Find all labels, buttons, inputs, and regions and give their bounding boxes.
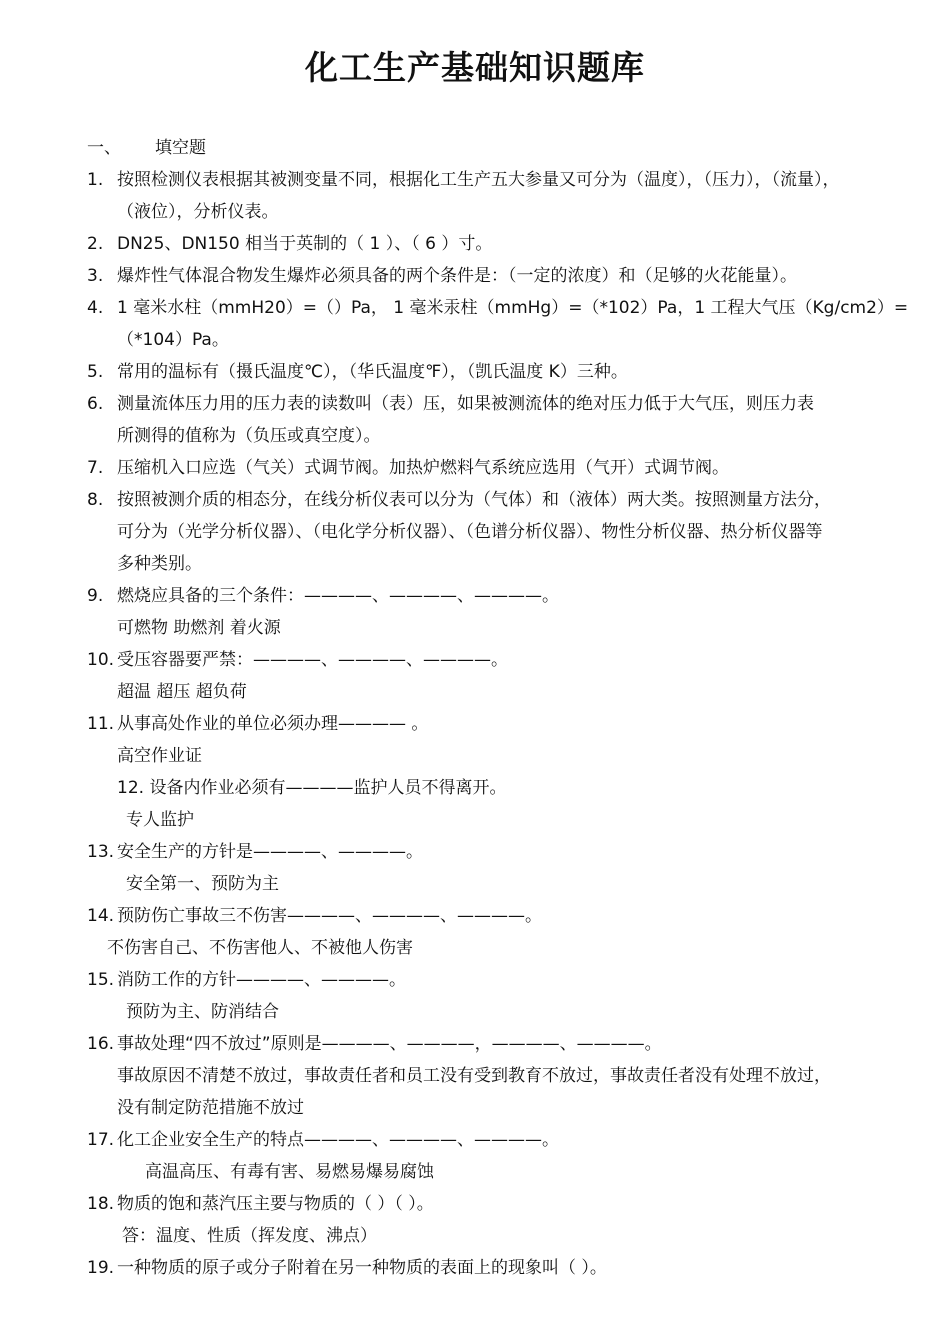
line-15: [117, 616, 281, 640]
line-text: 消防工作的方针————、————。: [117, 970, 406, 990]
line-34: [122, 1224, 377, 1248]
line-text: 安全生产的方针是————、————。: [117, 842, 423, 862]
line-07: [87, 360, 628, 384]
line-31: [87, 1128, 559, 1152]
line-text: 答：温度、性质（挥发度、沸点）: [122, 1226, 377, 1246]
line-text: 没有制定防范措施不放过: [117, 1098, 304, 1118]
line-21: [126, 808, 194, 832]
line-text: 安全第一、预防为主: [126, 874, 279, 894]
item-number: 15.: [87, 970, 115, 990]
item-number: 8.: [87, 490, 104, 510]
line-text: 受压容器要严禁：————、————、————。: [117, 650, 508, 670]
item-number: 9.: [87, 586, 104, 606]
line-01: [87, 168, 840, 192]
item-number: 6.: [87, 394, 104, 414]
line-text: 可燃物 助燃剂 着火源: [117, 618, 281, 638]
line-text: 化工企业安全生产的特点————、————、————。: [117, 1130, 559, 1150]
line-08: [87, 392, 814, 416]
item-number: 5.: [87, 362, 104, 382]
line-text: 按照被测介质的相态分，在线分析仪表可以分为（气体）和（液体）两大类。按照测量方法分，: [117, 490, 831, 510]
line-text: 预防伤亡事故三不伤害————、————、————。: [117, 906, 542, 926]
line-35: [87, 1256, 607, 1280]
item-number: 10.: [87, 650, 115, 670]
item-number: 17.: [87, 1130, 115, 1150]
section-number: 一、: [87, 138, 121, 158]
line-text: DN25、DN150 相当于英制的（ 1 ）、（ 6 ）寸。: [117, 234, 493, 254]
line-33: [87, 1192, 434, 1216]
line-text: 所测得的值称为（负压或真空度）。: [117, 426, 381, 446]
line-20: [117, 776, 506, 800]
line-text: 多种类别。: [117, 554, 202, 574]
line-24: [87, 904, 542, 928]
line-04: [87, 264, 797, 288]
line-06: [117, 328, 229, 352]
line-27: [126, 1000, 279, 1024]
item-number: 2.: [87, 234, 104, 254]
line-text: 一种物质的原子或分子附着在另一种物质的表面上的现象叫（ ）。: [117, 1258, 607, 1278]
line-05: [87, 296, 908, 320]
item-number: 4.: [87, 298, 104, 318]
item-number: 14.: [87, 906, 115, 926]
line-17: [117, 680, 247, 704]
line-28: [87, 1032, 662, 1056]
line-32: [145, 1160, 434, 1184]
line-text: 爆炸性气体混合物发生爆炸必须具备的两个条件是：（一定的浓度）和（足够的火花能量）。: [117, 266, 797, 286]
line-text: 常用的温标有（摄氏温度℃），（华氏温度℉），（凯氏温度 K）三种。: [117, 362, 628, 382]
line-text: 不伤害自己、不伤害他人、不被他人伤害: [107, 938, 413, 958]
item-number: 19.: [87, 1258, 115, 1278]
line-18: [87, 712, 428, 736]
line-text: 专人监护: [126, 810, 194, 830]
line-text: （*104）Pa。: [117, 330, 229, 350]
line-text: 事故原因不清楚不放过，事故责任者和员工没有受到教育不放过，事故责任者没有处理不放过，: [117, 1066, 831, 1086]
line-text: （液位），分析仪表。: [117, 202, 279, 222]
line-26: [87, 968, 406, 992]
item-number: 3.: [87, 266, 104, 286]
line-19: [117, 744, 202, 768]
item-number: 7.: [87, 458, 104, 478]
line-25: [107, 936, 413, 960]
line-22: [87, 840, 423, 864]
line-text: 物质的饱和蒸汽压主要与物质的（ ）（ ）。: [117, 1194, 434, 1214]
line-text: 可分为（光学分析仪器）、（电化学分析仪器）、（色谱分析仪器）、物性分析仪器、热分析仪器等: [117, 522, 823, 542]
line-text: 按照检测仪表根据其被测变量不同，根据化工生产五大参量又可分为（温度），（压力），（流量），: [117, 170, 840, 190]
line-10: [87, 456, 729, 480]
line-text: 高空作业证: [117, 746, 202, 766]
line-29: [117, 1064, 831, 1088]
line-text: 燃烧应具备的三个条件：————、————、————。: [117, 586, 559, 606]
line-text: 测量流体压力用的压力表的读数叫（表）压，如果被测流体的绝对压力低于大气压，则压力表: [117, 394, 814, 414]
line-02: [117, 200, 279, 224]
line-text: 压缩机入口应选（气关）式调节阀。加热炉燃料气系统应选用（气开）式调节阀。: [117, 458, 729, 478]
item-number: 1.: [87, 170, 104, 190]
item-number: 13.: [87, 842, 115, 862]
line-text: 超温 超压 超负荷: [117, 682, 247, 702]
line-text: 1 毫米水柱（mmH20）=（）Pa， 1 毫米汞柱（mmHg）=（*102）Pa，1 工程大气压（Kg/cm2）=: [117, 298, 909, 318]
line-text: 事故处理“四不放过”原则是————、————，————、————。: [117, 1034, 662, 1054]
page-title: 化工生产基础知识题库: [305, 48, 645, 87]
line-11: [87, 488, 831, 512]
line-16: [87, 648, 508, 672]
line-14: [87, 584, 559, 608]
line-09: [117, 424, 381, 448]
item-number: 11.: [87, 714, 115, 734]
line-text: 从事高处作业的单位必须办理———— 。: [117, 714, 429, 734]
line-text: 12. 设备内作业必须有————监护人员不得离开。: [117, 778, 507, 798]
line-23: [126, 872, 279, 896]
line-13: [117, 552, 202, 576]
section-name: 填空题: [155, 138, 206, 158]
item-number: 18.: [87, 1194, 115, 1214]
item-number: 16.: [87, 1034, 115, 1054]
line-12: [117, 520, 823, 544]
line-text: 预防为主、防消结合: [126, 1002, 279, 1022]
line-30: [117, 1096, 304, 1120]
section-heading: [87, 136, 206, 160]
line-03: [87, 232, 492, 256]
line-text: 高温高压、有毒有害、易燃易爆易腐蚀: [145, 1162, 434, 1182]
